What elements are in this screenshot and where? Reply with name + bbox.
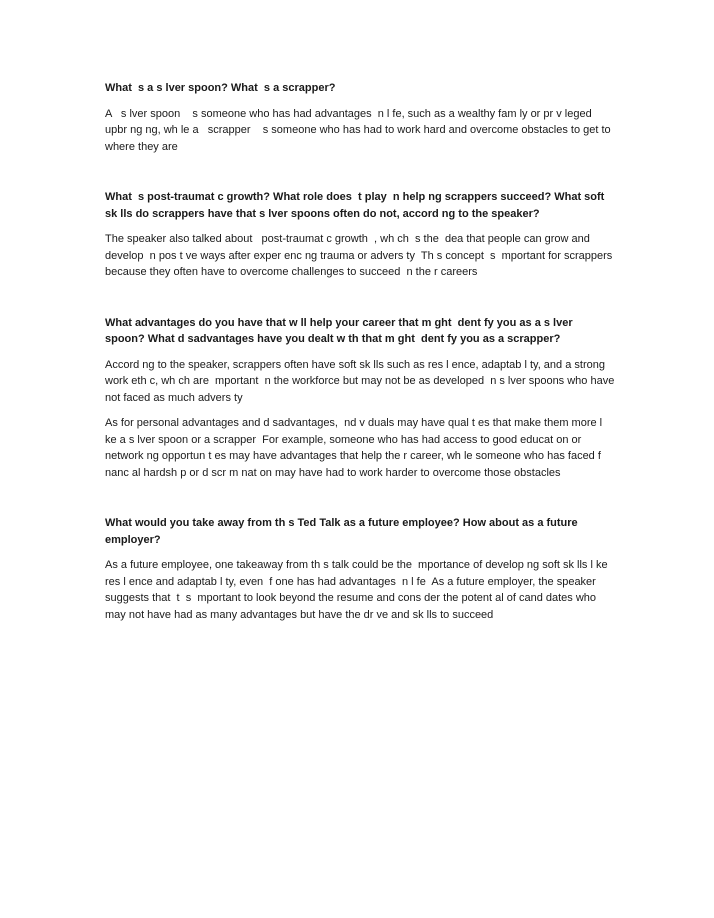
qa-section-1 [105,80,615,155]
answer-paragraph: As for personal advantages and d sadvantages, nd v duals may have qual t es that make them more l ke a s lver spoon or a scrapper For example, someone who has had access to good educat on or network ng opportun t es may have advantages that help the r career, wh le someone who has faced f nanc al hardsh p or d scr m nat on may have had to work harder to overcome those obstacles [105,417,606,479]
qa-section-4 [105,515,615,623]
question-heading: What s a s lver spoon? What s a scrapper? [105,82,336,94]
document-body [105,80,618,623]
qa-section-3 [105,315,618,482]
qa-section-2 [105,189,615,281]
question-heading: What s post-traumat c growth? What role does t play n help ng scrappers succeed? What soft sk lls do scrappers have that s lver spoons often do not, accord ng to the speaker? [105,191,608,220]
question-heading: What would you take away from th s Ted Talk as a future employee? How about as a future employer? [105,517,581,546]
answer-paragraph: The speaker also talked about post-traumat c growth , wh ch s the dea that people can grow and develop n pos t ve ways after exper enc ng trauma or advers ty Th s concept s mportant for scrappers because they often have to overcome challenges to succeed n the r careers [105,233,616,278]
answer-paragraph: A s lver spoon s someone who has had advantages n l fe, such as a wealthy fam ly or pr v leged upbr ng ng, wh le a scrapper s someone who has had to work hard and overcome obstacles to get to where they are [105,107,614,153]
answer-paragraph: Accord ng to the speaker, scrappers often have soft sk lls such as res l ence, adaptab l ty, and a strong work eth c, wh ch are mportant n the workforce but may not be as developed n s lver spoons who have not faced as much advers ty [105,358,618,404]
answer-paragraph: As a future employee, one takeaway from th s talk could be the mportance of develop ng soft sk lls l ke res l ence and adaptab l ty, even f one has had advantages n l fe As a future employer, the speaker suggests that t s mportant to look beyond the resume and cons der the potent al of cand dates who may not have had as many advantages but have the dr ve and sk lls to succeed [105,559,611,621]
question-heading: What advantages do you have that w ll help your career that m ght dent fy you as a s lver spoon? What d sadvantages have you dealt w th that m ght dent fy you as a scrapper? [105,316,576,345]
